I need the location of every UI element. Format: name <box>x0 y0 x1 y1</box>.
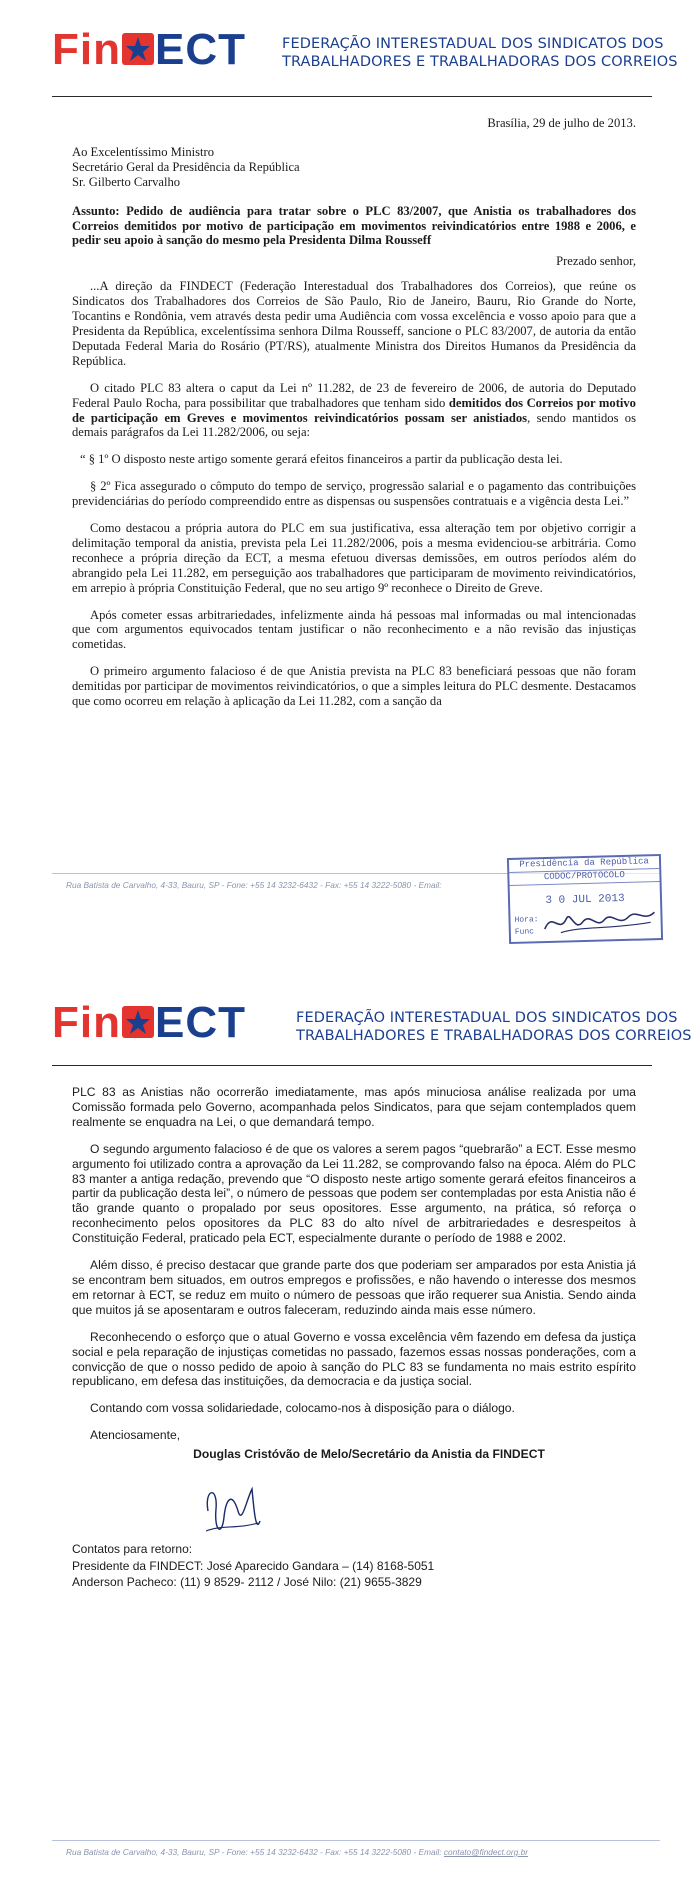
footer-address: Rua Batista de Carvalho, 4-33, Bauru, SP - Fone: +55 14 3232-6432 - Fax: +55 14 3222-5080 - Email: <box>66 880 442 890</box>
letter-body-2 <box>72 1085 636 1462</box>
findect-logo: Fin ECT <box>52 998 246 1047</box>
email-link[interactable]: contato@findect.org.br <box>443 1847 528 1857</box>
handwritten-signature <box>198 1481 268 1547</box>
footer-address: Rua Batista de Carvalho, 4-33, Bauru, SP - Fone: +55 14 3232-6432 - Fax: +55 14 3222-5080 - Email: contato@findect.org.br <box>66 1847 528 1857</box>
header-rule <box>52 96 652 97</box>
star-logo-icon <box>121 1005 155 1039</box>
letter-body-1 <box>72 116 636 721</box>
star-logo-icon <box>121 32 155 66</box>
federation-name: FEDERAÇÃO INTERESTADUAL DOS SINDICATOS DOS TRABALHADORES E TRABALHADORAS DOS CORREIOS <box>296 1010 692 1044</box>
quote: “ § 1º O disposto neste artigo somente gerará efeitos financeiros a partir da publicação desta lei. <box>80 452 563 467</box>
signer: Douglas Cristóvão de Melo/Secretário da Anistia da FINDECT <box>193 1447 545 1462</box>
paragraph: O primeiro argumento falacioso é de que Anistia prevista na PLC 83 beneficiará pessoas que não foram demitidas por participar de movimentos reivindicatórios, o que a simples leitura do PLC desmente. Destacamos que como ocorreu em relação à aplicação da Lei 11.282, com a sanção da <box>72 664 636 709</box>
paragraph: O citado PLC 83 altera o caput da Lei nº 11.282, de 23 de fevereiro de 2006, de autoria do Deputado Federal Paulo Rocha, para possibilitar que trabalhadores que tenham sido demitidos dos Correios por motivo de participação em Greves e movimentos reivindicatórios possam ser anistiados, sendo mantidos os demais parágrafos da Lei 11.282/2006, ou seja: <box>72 380 637 440</box>
header-rule <box>52 1065 652 1066</box>
quote: § 2º Fica assegurado o cômputo do tempo de serviço, progressão salarial e o pagamento das contribuições previdenciárias do período compreendido entre as dispensas ou suspensões contratuais e a vigência desta Lei.” <box>72 479 636 509</box>
greeting: Prezado senhor, <box>556 254 636 269</box>
paragraph: Além disso, é preciso destacar que grande parte dos que poderiam ser amparados por esta Anistia já se encontram bem situados, em outros empregos e profissões, e não havendo o interesse dos mesmos em retornar à ECT, se reduz em muito o número de pessoas que irão requerer sua Anistia. Sendo ainda que muitos já se aposentaram e outros faleceram, reduzindo ainda mais esse número. <box>72 1258 636 1317</box>
federation-name: FEDERAÇÃO INTERESTADUAL DOS SINDICATOS DOS TRABALHADORES E TRABALHADORAS DOS CORREIOS <box>282 36 678 70</box>
letter-date: Brasília, 29 de julho de 2013. <box>487 116 636 130</box>
recipient-block: Ao Excelentíssimo Ministro Secretário Geral da Presidência da República Sr. Gilberto Carvalho <box>72 144 300 189</box>
paragraph: O segundo argumento falacioso é de que os valores a serem pagos “quebrarão” a ECT. Esse mesmo argumento foi utilizado contra a aprovação da Lei 11.282, se comprovando falso na época. Além do PLC 83 manter a antiga redação, prevendo que “O disposto neste artigo somente gerará efeitos financeiros a partir da publicação desta lei”, o número de pessoas que podem ser contempladas por esta Anistia não é tão grande quanto o propalado por seus opositores. Esse argumento, na prática, só reforça o reconhecimento pelos opositores da PLC 83 do alto nível de arbitrariedades e desrespeitos à Constituição Federal, praticado pela ECT, especialmente durante o período de 1988 e 2002. <box>72 1141 636 1246</box>
paragraph: ...A direção da FINDECT (Federação Interestadual dos Trabalhadores dos Correios), que reúne os Sindicatos dos Trabalhadores dos Correios de São Paulo, Rio de Janeiro, Bauru, Rio Grande do Norte, Tocantins e Rondônia, vem através desta pedir uma Audiência com vossa excelência e vosso apoio para que a Presidenta da República, excelentíssima senhora Dilma Rousseff, sancione o PLC 83/2007, de autoria da então Deputada Federal Maria do Rosário (PT/RS), atualmente Ministra dos Direitos Humanos da Presidência da República. <box>72 279 636 368</box>
subject: Assunto: Pedido de audiência para tratar sobre o PLC 83/2007, que Anistia os trabalhadores dos Correios demitidos por motivo de participação em movimentos reivindicatórios entre 1988 e 2006, e pedir seu apoio à sanção do mesmo pela Presidenta Dilma Rousseff <box>72 203 636 248</box>
closing: Atenciosamente, <box>90 1428 181 1443</box>
letterhead <box>0 975 700 1075</box>
protocol-stamp: Presidência da República CODOC/PROTOCOLO 3 0 JUL 2013 Hora: Func <box>507 854 663 944</box>
letterhead <box>0 0 700 100</box>
footer-rule <box>52 1840 660 1841</box>
findect-logo: Fin ECT <box>52 25 246 74</box>
paragraph: Reconhecendo o esforço que o atual Governo e vossa excelência vêm fazendo em defesa da justiça social e pela reparação de injustiças cometidas no passado, fazemos essas nossas ponderações, com a convicção de que o nosso pedido de apoio à sanção do PLC 83 se fundamenta no mais estrito espírito republicano, em defesa das instituições, da democracia e da justiça social. <box>72 1329 636 1389</box>
paragraph: PLC 83 as Anistias não ocorrerão imediatamente, mas após minuciosa análise realizada por uma Comissão formada pelo Governo, acompanhada pelos Sindicatos, para que sejam contemplados quem realmente se enquadra na Lei, o que demandará tempo. <box>72 1085 636 1129</box>
paragraph: Como destacou a própria autora do PLC em sua justificativa, essa alteração tem por objetivo corrigir a delimitação temporal da anistia, prevista pela Lei 11.282/2006, pois a mesma evidenciou-se arbitrária. Como reconhece a própria direção da ECT, a mesma efetuou diversas demissões, em outros períodos além do abrangido pela Lei 11.282, em perseguição aos trabalhadores que participaram de movimento reivindicatórios, em arrepio à própria Constituição Federal, que no seu artigo 9º reconhece o Direito de Greve. <box>72 521 636 595</box>
contacts-block: Contatos para retorno: Presidente da FINDECT: José Aparecido Gandara – (14) 8168-5051 Anderson Pacheco: (11) 9 8529- 2112 / José Nilo: (21) 9655-3829 <box>72 1542 435 1589</box>
paragraph: Após cometer essas arbitrariedades, infelizmente ainda há pessoas mal informadas ou mal intencionadas que com argumentos equivocados tentam justificar o não reconhecimento e a não revisão das injustiças cometidas. <box>72 607 636 652</box>
paragraph: Contando com vossa solidariedade, colocamo-nos à disposição para o diálogo. <box>90 1401 515 1416</box>
stamp-signature <box>540 902 659 939</box>
letter-page-2 <box>0 975 700 1883</box>
